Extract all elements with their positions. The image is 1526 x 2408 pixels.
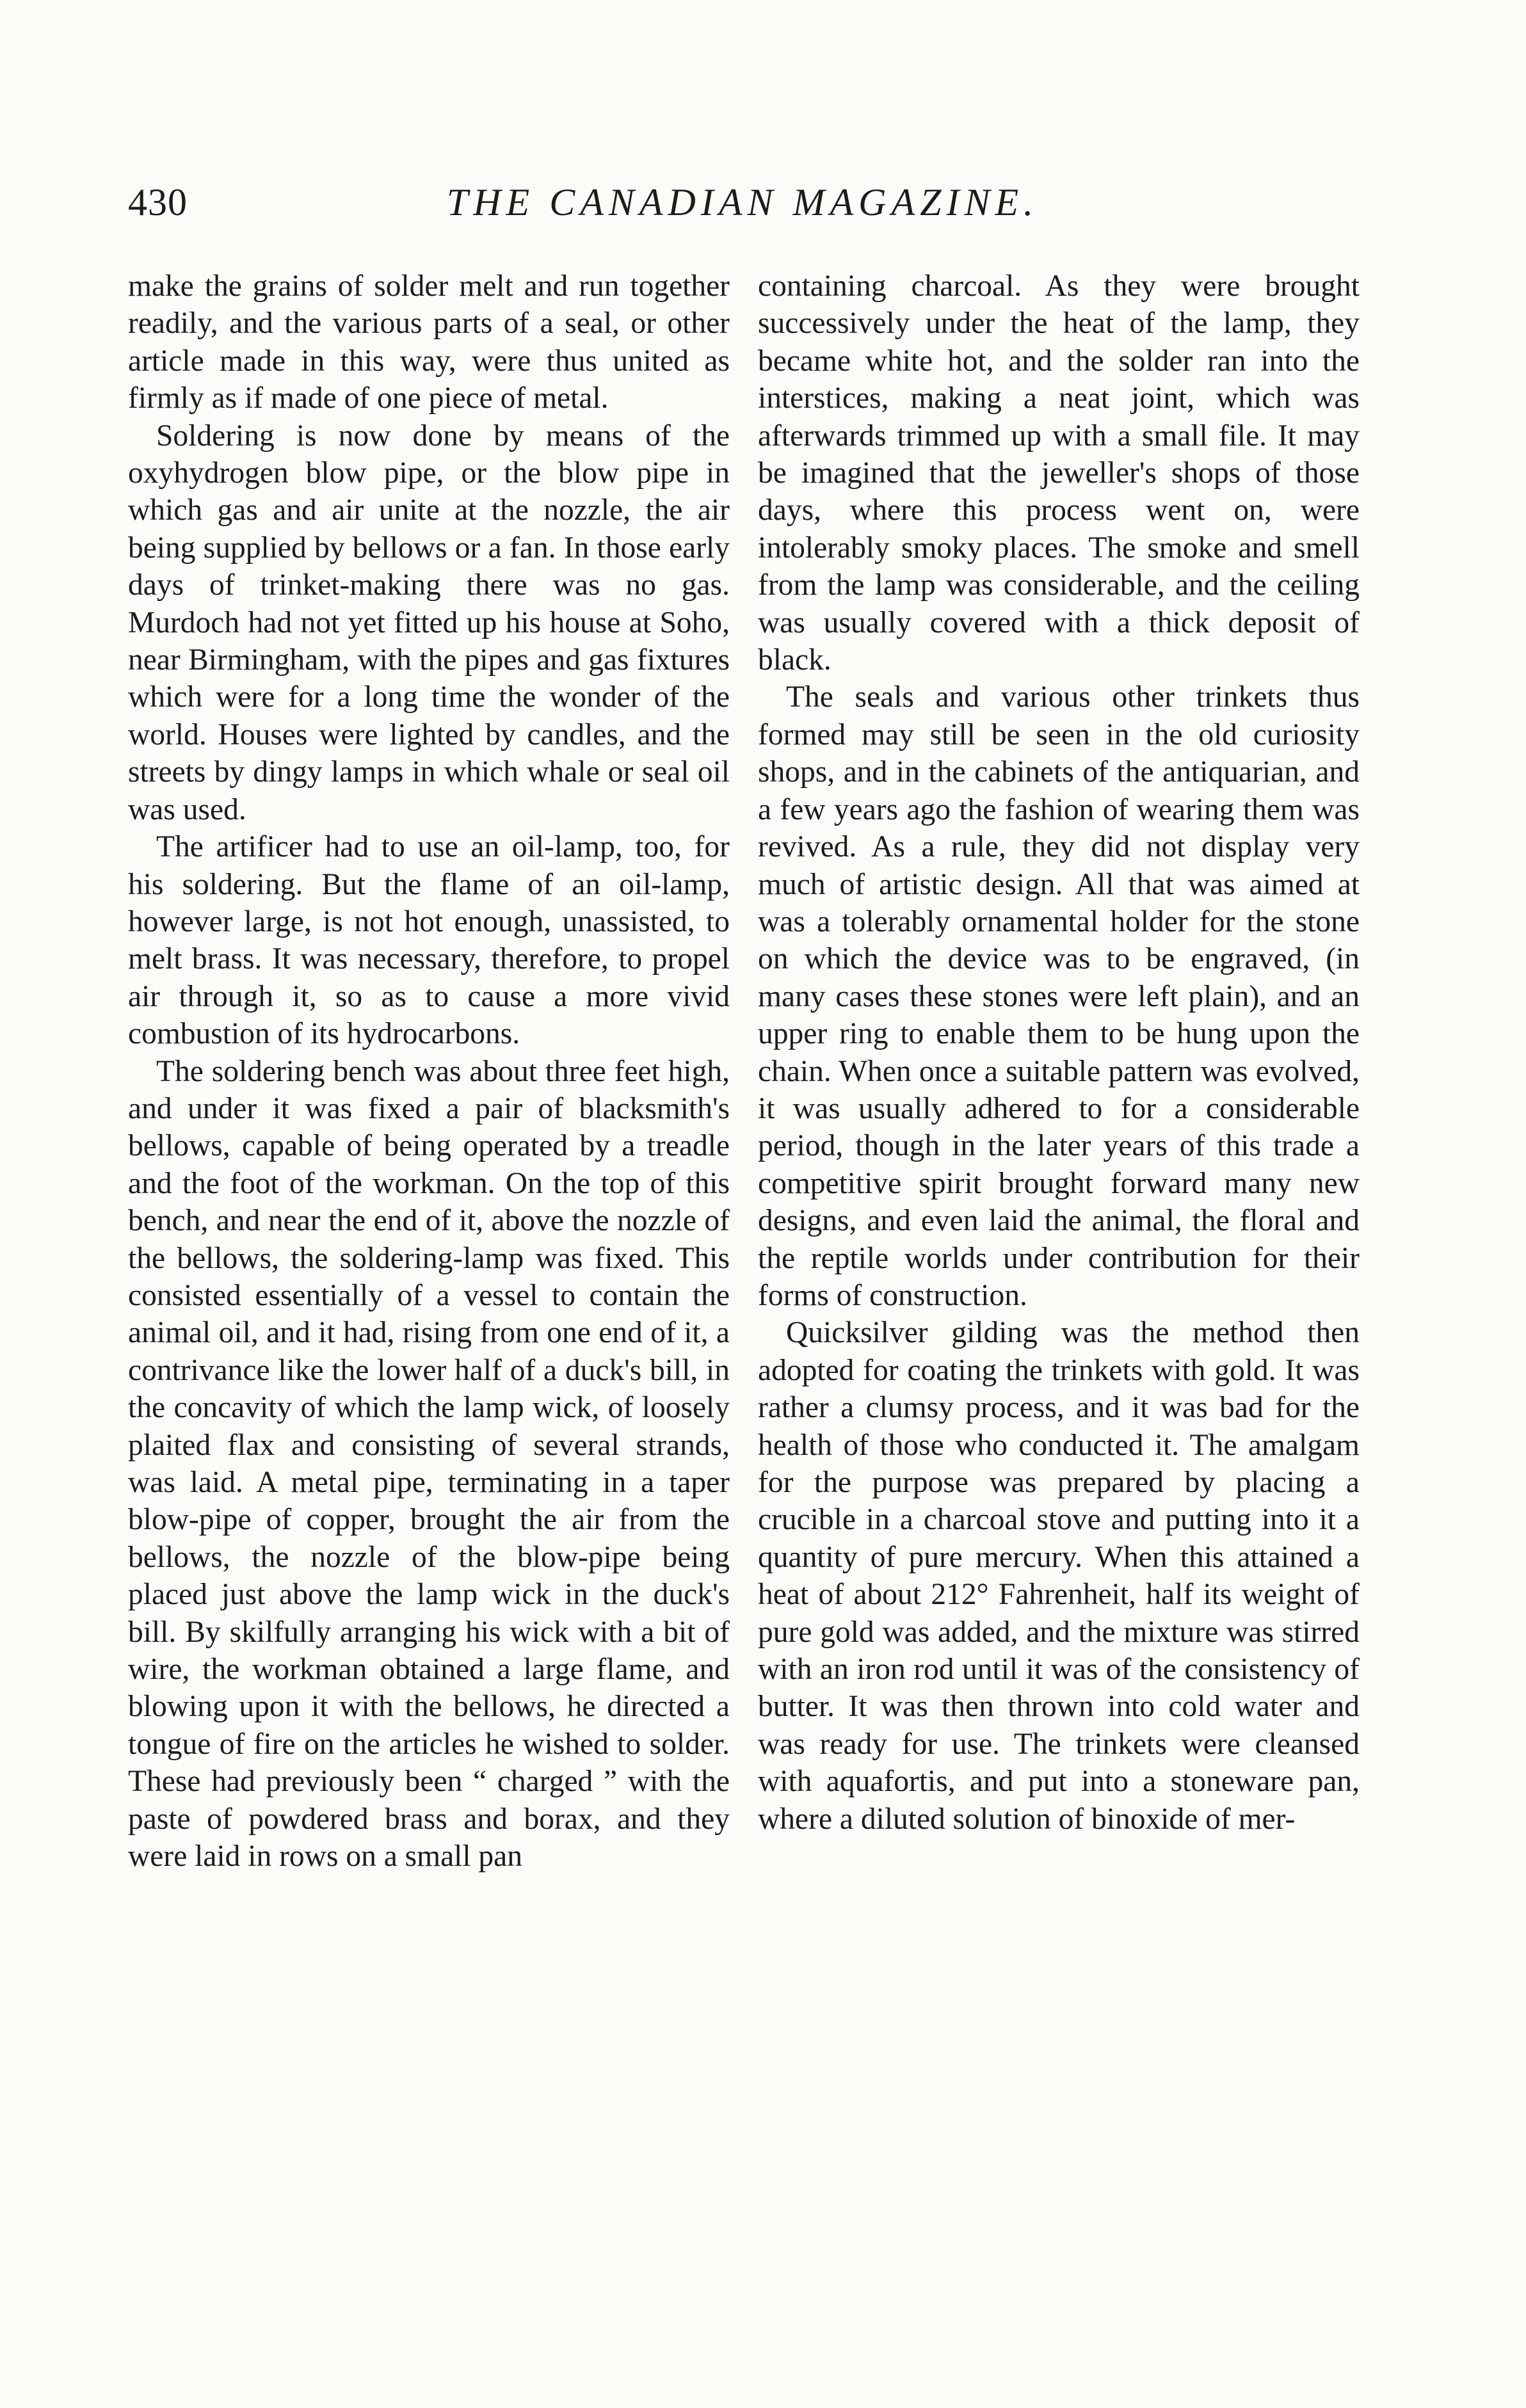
paragraph: The soldering bench was about three feet high, and under it was fixed a pair of blacksmith's bellows, capable of being operated by a treadle and the foot of the workman. On the top of this bench, and near the end of it, above the nozzle of the bellows, the soldering-lamp was fixed. This consisted essentially of a vessel to contain the animal oil, and it had, rising from one end of it, a contrivance like the lower half of a duck's bill, in the concavity of which the lamp wick, of loosely plaited flax and consisting of several strands, was laid. A metal pipe, terminating in a taper blow-pipe of copper, brought the air from the bellows, the nozzle of the blow-pipe being placed just above the lamp wick in the duck's bill. By skilfully arranging his wick with a bit of wire, the workman obtained a large flame, and blowing upon it with the bellows, he directed a tongue of fire on the articles he wished to solder. These had previously been “ charged ” with the paste of powdered brass and borax, and they were laid in rows on a small pan: [128, 1054, 730, 1874]
paragraph: make the grains of solder melt and run together readily, and the various parts of a seal, or other article made in this way, were thus united as firmly as if made of one piece of metal.: [128, 269, 730, 415]
paragraph: The seals and various other trinkets thus formed may still be seen in the old curiosity shops, and in the cabinets of the antiquarian, and a few years ago the fashion of wearing them was revived. As a rule, they did not display very much of artistic design. All that was aimed at was a tolerably ornamental holder for the stone on which the device was to be engraved, (in many cases these stones were left plain), and an upper ring to enable them to be hung upon the chain. When once a suitable pattern was evolved, it was usually adhered to for a considerable period, though in the later years of this trade a competitive spirit brought forward many new designs, and even laid the animal, the floral and the reptile worlds under contribution for their forms of construction.: [758, 680, 1360, 1312]
page-header: [128, 181, 1357, 238]
page-number: 430: [128, 181, 188, 223]
paragraph: The artificer had to use an oil-lamp, too, for his soldering. But the flame of an oil-lamp, however large, is not hot enough, unassisted, to melt brass. It was necessary, therefore, to propel air through it, so as to cause a more vivid combustion of its hydrocarbons.: [128, 830, 730, 1051]
paragraph: Quicksilver gilding was the method then adopted for coating the trinkets with gold. It was rather a clumsy process, and it was bad for the health of those who conducted it. The amalgam for the purpose was prepared by placing a crucible in a charcoal stove and putting into it a quantity of pure mercury. When this attained a heat of about 212° Fahrenheit, half its weight of pure gold was added, and the mixture was stirred with an iron rod until it was of the consistency of butter. It was then thrown into cold water and was ready for use. The trinkets were cleansed with aquafortis, and put into a stoneware pan, where a diluted solution of binoxide of mer-: [758, 1316, 1360, 1836]
running-title: THE CANADIAN MAGAZINE.: [446, 181, 1039, 223]
paragraph: containing charcoal. As they were brought successively under the heat of the lamp, they became white hot, and the solder ran into the interstices, making a neat joint, which was afterwards trimmed up with a small file. It may be imagined that the jeweller's shops of those days, where this process went on, were intolerably smoky places. The smoke and smell from the lamp was considerable, and the ceiling was usually covered with a thick deposit of black.: [758, 269, 1360, 677]
paragraph: Soldering is now done by means of the oxyhydrogen blow pipe, or the blow pipe in which gas and air unite at the nozzle, the air being supplied by bellows or a fan. In those early days of trinket-making there was no gas. Murdoch had not yet fitted up his house at Soho, near Birmingham, with the pipes and gas fixtures which were for a long time the wonder of the world. Houses were lighted by candles, and the streets by dingy lamps in which whale or seal oil was used.: [128, 419, 730, 826]
right-column: [758, 268, 1360, 2341]
left-column: [128, 268, 730, 2341]
